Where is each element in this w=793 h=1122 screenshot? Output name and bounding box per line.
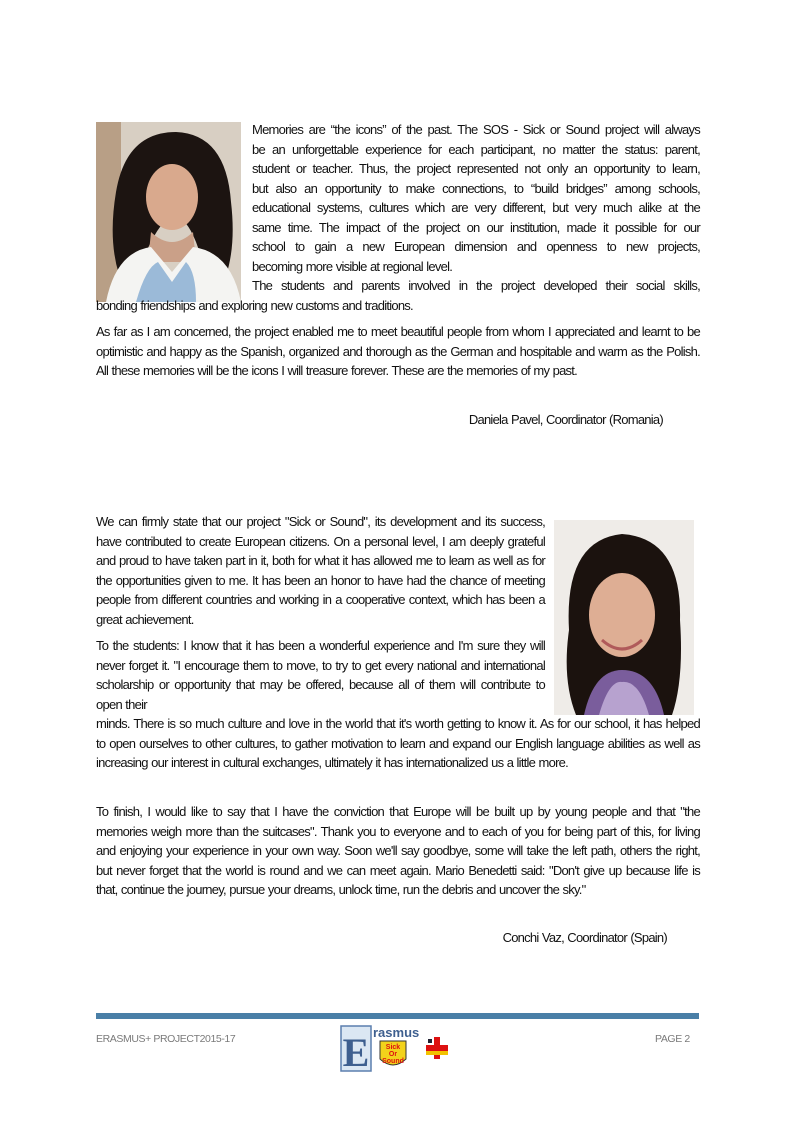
footer-page-number: PAGE 2 xyxy=(655,1033,690,1045)
portrait-photo-coordinator-spain xyxy=(554,520,694,715)
erasmus-sick-or-sound-logo xyxy=(340,1023,458,1073)
logo-badge-text: Sound xyxy=(382,1058,404,1065)
testimonial-2-paragraph-3: To finish, I would like to say that I have the conviction that Europe will be built up by young people and that "the memories weigh more than the suitcases". Thank you to everyone and to each of you for being part of this, for living and enjoying your experience in your own way. Soon we'll say goodbye, some will take the left path, others the right, but never forget that the world is round and we can meet again. Mario Benedetti said: "Don't give up because life is that, continue the journey, pursue your dreams, unlock time, run the debris and uncover the sky." xyxy=(96,804,700,897)
logo-flag-cross-icon xyxy=(426,1037,448,1059)
text-line: be an unforgettable experience for each participant, no matter the status: parent, xyxy=(252,141,700,157)
text-line: Memories are “the icons” of the past. The SOS - Sick or Sound project will always xyxy=(252,122,700,137)
testimonial-1-intro xyxy=(252,120,700,296)
footer-divider xyxy=(96,1013,699,1019)
logo-badge-text: Or xyxy=(388,1051,398,1058)
logo-letter: E xyxy=(342,1030,370,1073)
logo-word: rasmus xyxy=(373,1025,420,1040)
footer-project-label: ERASMUS+ PROJECT2015-17 xyxy=(96,1033,236,1045)
logo-badge-text: Sick xyxy=(385,1044,401,1051)
testimonial-1-continuation: bonding friendships and exploring new customs and traditions. xyxy=(96,298,413,313)
text-line: student or teacher. Thus, the project represented not only an opportunity to learn, xyxy=(252,161,700,176)
text-line: but also an opportunity to make connections, to “build bridges” among schools, xyxy=(252,180,700,196)
portrait-photo-coordinator-romania xyxy=(96,122,241,302)
text-line: The students and parents involved in the project developed their social skills, xyxy=(252,278,700,293)
testimonial-1-paragraph-2: As far as I am concerned, the project enabled me to meet beautiful people from whom I appreciated and learnt to be optimistic and happy as the Spanish, organized and thorough as the German and hospitable and warm as the Polish. All these memories will be the icons I will treasure forever. These are the memories of my past. xyxy=(96,324,700,378)
text-line: becoming more visible at regional level. xyxy=(252,258,453,274)
text-line: same time. The impact of the project on our institution, made it possible for our xyxy=(252,219,700,235)
text-line: school to gain a new European dimension and openness to new projects, xyxy=(252,239,700,254)
signature-spain: Conchi Vaz, Coordinator (Spain) xyxy=(502,930,667,945)
testimonial-2-paragraph-2-end: minds. There is so much culture and love in the world that it's worth getting to know it. As for our school, it has helped to open ourselves to other cultures, to gather motivation to learn and expand our English language abilities as well as increasing our interest in cultural exchanges, ultimately it has internationalized us a little more. xyxy=(96,716,700,770)
testimonial-2-paragraph-1: We can firmly state that our project "Sick or Sound", its development and its success, have contributed to create European citizens. On a personal level, I am deeply grateful and proud to have taken part in it, both for what it has allowed me to learn as well as for the opportunities given to me. It has been an honor to have had the chance of meeting people from different countries and working in a cooperative context, which has been a great achievement. xyxy=(96,514,545,627)
testimonial-2-paragraph-2-start: To the students: I know that it has been a wonderful experience and I'm sure they will never forget it. "I encourage them to move, to try to get every national and international scholarship or opportunity that may be offered, because all of them will contribute to open their xyxy=(96,638,545,712)
text-line: educational systems, cultures which are very different, but very much alike at the xyxy=(252,200,700,215)
signature-romania: Daniela Pavel, Coordinator (Romania) xyxy=(468,412,663,427)
